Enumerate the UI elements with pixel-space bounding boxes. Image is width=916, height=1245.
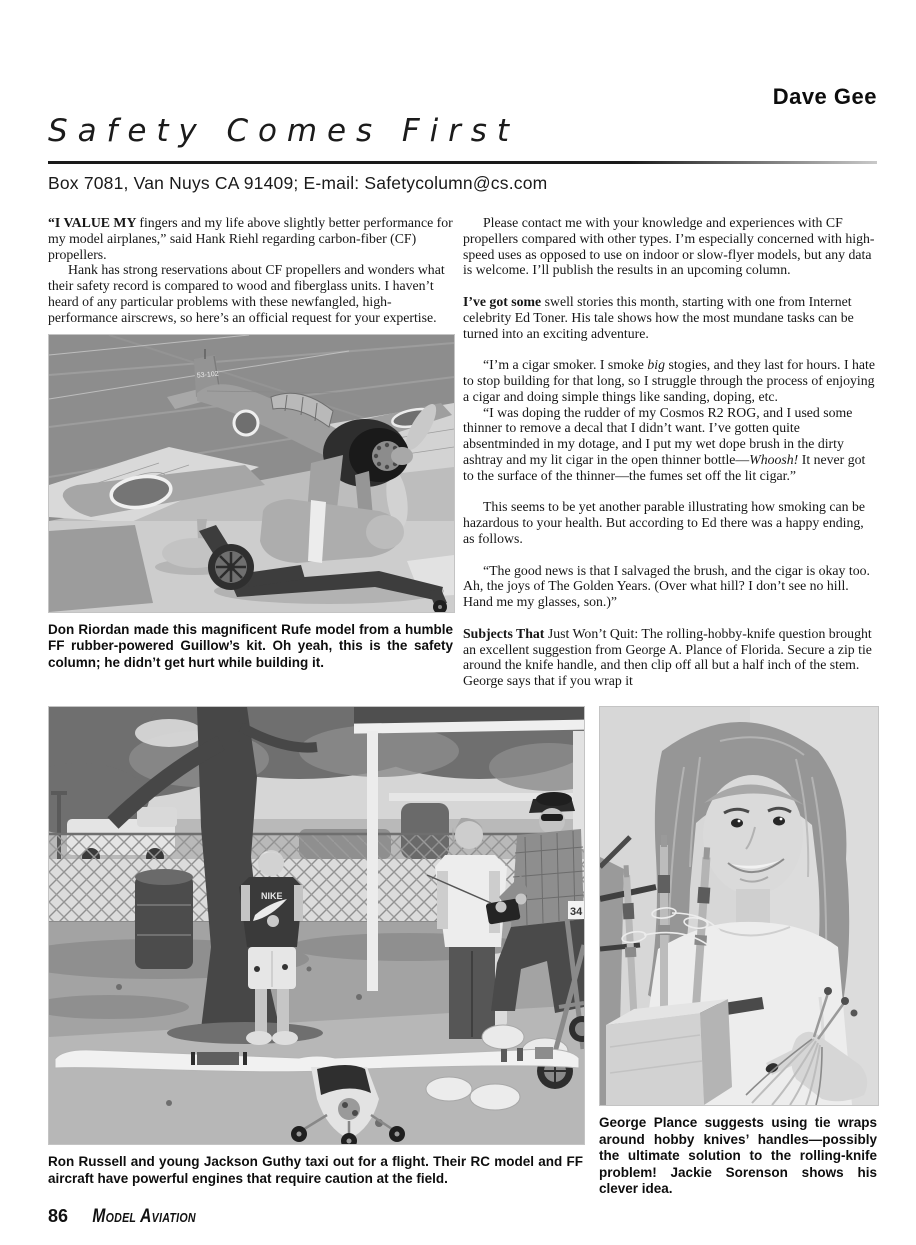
body-paragraph: Hank has strong reservations about CF propellers and wonders what their safety record is compared to wood and fiberglass units. I haven’t heard of any particular problems with these newfangled, high-performance airscrews, so here’s an official request for your expertise. <box>48 262 445 325</box>
field-photo <box>48 706 583 1198</box>
rufe-photo-caption: Don Riordan made this magnificent Rufe model from a humble FF rubber-powered Guillow’s kit. Oh yeah, this is the safety column; he didn’t get hurt while building it. <box>48 621 453 670</box>
nike-shirt-logo: NIKE <box>261 891 283 901</box>
page-footer <box>48 1206 207 1228</box>
walker-number-tag: 34 <box>570 906 583 918</box>
body-paragraph: Subjects That Just Won’t Quit: The rolling-hobby-knife question brought an excellent suggestion from George A. Plance of Florida. Secure a zip tie around the knife handle, and then clip off all but a half inch of the stem. George says that if you wrap it <box>463 625 872 689</box>
page-number: 86 <box>48 1206 69 1226</box>
header-rule <box>48 161 877 164</box>
magazine-logo: Model Aviation <box>92 1206 196 1227</box>
rufe-model-photo-image <box>48 334 455 613</box>
left-column <box>48 215 453 689</box>
body-paragraph: Please contact me with your knowledge and experiences with CF propellers compared with other types. I’m especially concerned with high-speed uses as opposed to use on indoor or slow-flyer models, but any data is welcome. I’ll publish the results in an upcoming column. <box>463 215 875 278</box>
right-column <box>463 215 877 689</box>
body-paragraph: “I VALUE MY fingers and my life above slightly better performance for my model airplanes,” said Hank Riehl regarding carbon-fiber (CF) propellers. <box>48 215 453 262</box>
contact-line: Box 7081, Van Nuys CA 91409; E-mail: Safetycolumn@cs.com <box>48 173 548 193</box>
author-byline: Dave Gee <box>772 84 877 109</box>
bottom-photo-row <box>48 706 877 1198</box>
column-title: Safety Comes First <box>48 113 519 149</box>
body-paragraph: This seems to be yet another parable illustrating how smoking can be hazardous to your health. But according to Ed there was a happy ending, as follows. <box>463 499 866 546</box>
field-photo-image <box>48 706 585 1145</box>
knives-photo <box>599 706 877 1198</box>
right-column-text <box>463 215 877 689</box>
field-photo-caption: Ron Russell and young Jackson Guthy taxi out for a flight. Their RC model and FF aircraft have powerful engines that require caution at the field. <box>48 1154 583 1186</box>
article-body <box>48 215 877 689</box>
body-paragraph: “I was doping the rudder of my Cosmos R2 ROG, and I used some thinner to remove a decal that I didn’t want. I’ve gotten quite absentminded in my dotage, and I put my wet dope brush in the dirty ashtray and my lit cigar in the open thinner bottle—Whoosh! It never got to the surface of the thinner—the fumes set off the lit cigar.” <box>463 404 866 483</box>
rufe-model-photo <box>48 334 453 672</box>
knives-photo-caption: George Plance suggests using tie wraps around hobby knives’ handles—possibly the ultimate solution to the rolling-knife problem! Jackie Sorenson shows his clever idea. <box>599 1115 877 1197</box>
body-paragraph: “The good news is that I salvaged the brush, and the cigar is okay too. Ah, the joys of The Golden Years. (Over what hill? I don’t see no hill. Hand me my glasses, son.)” <box>463 562 870 610</box>
left-column-text <box>48 215 453 326</box>
body-paragraph: I’ve got some swell stories this month, starting with one from Internet celebrity Ed Toner. His tale shows how the most mundane tasks can be turned into an exciting adventure. <box>463 293 854 341</box>
tail-marking-text: 53-102 <box>196 370 219 380</box>
knives-photo-image <box>599 706 879 1106</box>
body-paragraph: “I’m a cigar smoker. I smoke big stogies, and they last for hours. I hate to stop building for that long, so I struggle through the process of enjoying a cigar and doing simple things like sanding, doping, etc. <box>463 357 875 404</box>
